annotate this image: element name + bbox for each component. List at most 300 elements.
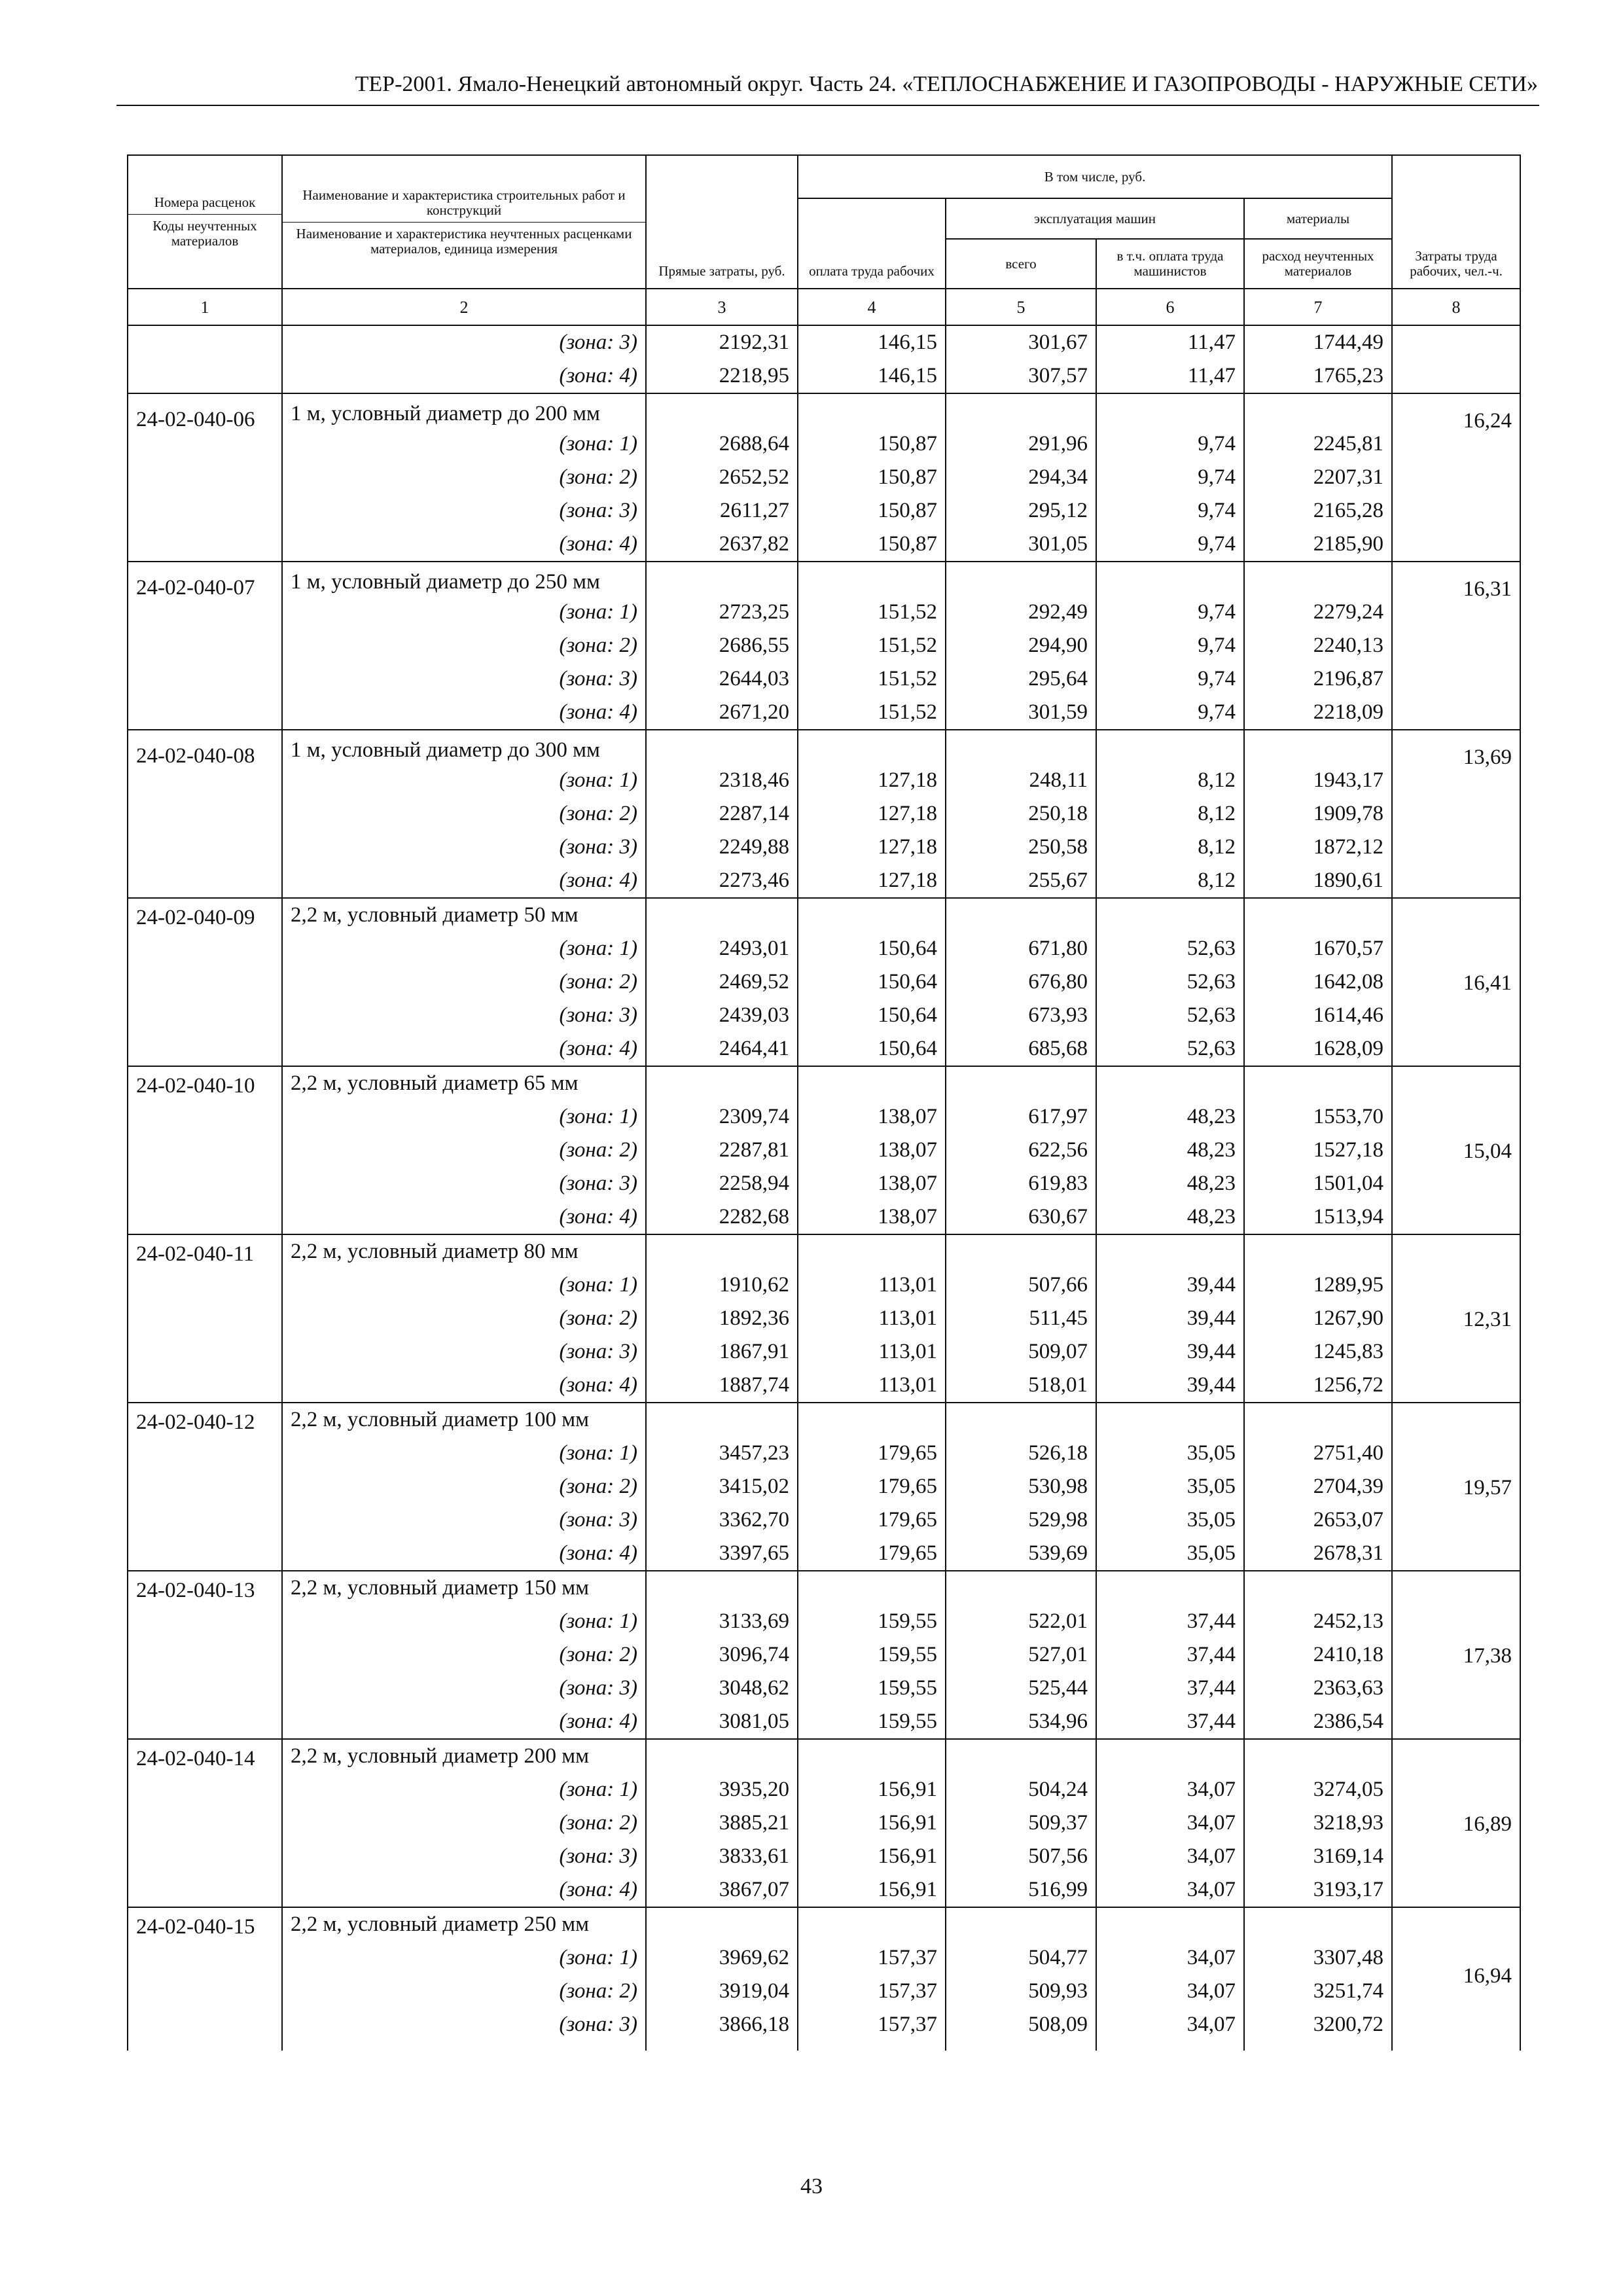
machines-cell: 673,93 — [946, 999, 1096, 1032]
rate-name: 1 м, условный диаметр до 300 мм — [282, 730, 646, 764]
rate-code: 24-02-040-13 — [128, 1571, 282, 1739]
machines-cell: 294,34 — [946, 461, 1096, 494]
operators-cell: 8,12 — [1096, 831, 1244, 864]
rate-code: 24-02-040-10 — [128, 1066, 282, 1234]
machines-cell: 504,24 — [946, 1773, 1096, 1806]
direct-costs-cell: 3457,23 — [646, 1437, 798, 1470]
zone-label: (зона: 1) — [282, 596, 646, 629]
zone-label: (зона: 2) — [282, 1975, 646, 2008]
operators-cell: 9,74 — [1096, 629, 1244, 662]
zone-row — [128, 1806, 1520, 1840]
materials-cell: 1744,49 — [1244, 325, 1392, 359]
operators-cell: 48,23 — [1096, 1167, 1244, 1200]
direct-costs-cell: 2258,94 — [646, 1167, 798, 1200]
zone-row — [128, 1537, 1520, 1571]
direct-costs-cell: 1910,62 — [646, 1268, 798, 1302]
empty-cell — [646, 730, 798, 764]
wages-cell: 150,64 — [798, 965, 946, 999]
zone-row — [128, 1873, 1520, 1907]
rate-code: 24-02-040-15 — [128, 1907, 282, 2041]
zone-row — [128, 1268, 1520, 1302]
labor-cell — [1392, 325, 1520, 359]
column-number: 2 — [282, 289, 646, 325]
materials-cell: 1890,61 — [1244, 864, 1392, 898]
direct-costs-cell: 2309,74 — [646, 1100, 798, 1134]
empty-cell — [946, 1571, 1096, 1605]
materials-cell: 3169,14 — [1244, 1840, 1392, 1873]
operators-cell: 9,74 — [1096, 596, 1244, 629]
rate-code-cell — [128, 359, 282, 393]
wages-cell: 179,65 — [798, 1437, 946, 1470]
direct-costs-cell: 3048,62 — [646, 1672, 798, 1705]
header-machines: эксплуатация машин — [946, 198, 1244, 239]
rate-code: 24-02-040-07 — [128, 562, 282, 730]
materials-cell: 3307,48 — [1244, 1941, 1392, 1975]
empty-cell — [646, 1066, 798, 1100]
operators-cell: 9,74 — [1096, 528, 1244, 562]
direct-costs-cell: 2723,25 — [646, 596, 798, 629]
zone-row — [128, 1100, 1520, 1134]
zone-row — [128, 461, 1520, 494]
header-direct-costs: Прямые затраты, руб. — [646, 155, 798, 289]
rate-code: 24-02-040-09 — [128, 898, 282, 1066]
zone-label: (зона: 1) — [282, 1941, 646, 1975]
materials-cell: 1289,95 — [1244, 1268, 1392, 1302]
operators-cell: 8,12 — [1096, 864, 1244, 898]
wages-cell: 151,52 — [798, 629, 946, 662]
wages-cell: 151,52 — [798, 696, 946, 730]
rate-title-row — [128, 1571, 1520, 1605]
zone-label: (зона: 1) — [282, 764, 646, 797]
rate-name: 2,2 м, условный диаметр 65 мм — [282, 1066, 646, 1100]
zone-row — [128, 1335, 1520, 1369]
materials-cell: 2240,13 — [1244, 629, 1392, 662]
filler-cell — [946, 2041, 1096, 2051]
machines-cell: 307,57 — [946, 359, 1096, 393]
machines-cell: 301,67 — [946, 325, 1096, 359]
empty-cell — [798, 1739, 946, 1773]
materials-cell: 1614,46 — [1244, 999, 1392, 1032]
empty-cell — [1244, 898, 1392, 932]
zone-row — [128, 1672, 1520, 1705]
operators-cell: 11,47 — [1096, 325, 1244, 359]
machines-cell: 622,56 — [946, 1134, 1096, 1167]
labor-cell: 16,89 — [1392, 1739, 1520, 1907]
empty-cell — [798, 898, 946, 932]
zone-label: (зона: 4) — [282, 1200, 646, 1234]
labor-cell: 13,69 — [1392, 730, 1520, 898]
zone-row — [128, 1638, 1520, 1672]
rate-name: 2,2 м, условный диаметр 50 мм — [282, 898, 646, 932]
wages-cell: 150,64 — [798, 1032, 946, 1066]
empty-cell — [798, 393, 946, 427]
wages-cell: 113,01 — [798, 1268, 946, 1302]
operators-cell: 34,07 — [1096, 2008, 1244, 2041]
materials-cell: 2653,07 — [1244, 1503, 1392, 1537]
direct-costs-cell: 2688,64 — [646, 427, 798, 461]
filler-cell — [1244, 2041, 1392, 2051]
empty-cell — [646, 1571, 798, 1605]
machines-cell: 534,96 — [946, 1705, 1096, 1739]
direct-costs-cell: 3969,62 — [646, 1941, 798, 1975]
filler-cell — [282, 2041, 646, 2051]
machines-cell: 294,90 — [946, 629, 1096, 662]
empty-cell — [646, 393, 798, 427]
labor-cell: 17,38 — [1392, 1571, 1520, 1739]
wages-cell: 156,91 — [798, 1773, 946, 1806]
column-number: 4 — [798, 289, 946, 325]
header-code — [128, 155, 282, 289]
operators-cell: 37,44 — [1096, 1705, 1244, 1739]
zone-label: (зона: 3) — [282, 662, 646, 696]
zone-row — [128, 831, 1520, 864]
zone-label: (зона: 3) — [282, 1672, 646, 1705]
zone-row — [128, 662, 1520, 696]
direct-costs-cell: 2249,88 — [646, 831, 798, 864]
operators-cell: 52,63 — [1096, 999, 1244, 1032]
wages-cell: 127,18 — [798, 797, 946, 831]
operators-cell: 39,44 — [1096, 1302, 1244, 1335]
wages-cell: 138,07 — [798, 1167, 946, 1200]
header-labor: Затраты труда рабочих, чел.-ч. — [1392, 155, 1520, 289]
materials-cell: 1628,09 — [1244, 1032, 1392, 1066]
empty-cell — [798, 1907, 946, 1941]
labor-cell: 16,31 — [1392, 562, 1520, 730]
rate-name: 1 м, условный диаметр до 250 мм — [282, 562, 646, 596]
zone-row — [128, 999, 1520, 1032]
zone-label: (зона: 3) — [282, 1503, 646, 1537]
header-including: В том числе, руб. — [798, 155, 1392, 198]
header-name — [282, 155, 646, 289]
machines-cell: 292,49 — [946, 596, 1096, 629]
wages-cell: 156,91 — [798, 1840, 946, 1873]
price-table — [127, 154, 1521, 2051]
rate-name: 2,2 м, условный диаметр 80 мм — [282, 1234, 646, 1268]
direct-costs-cell: 3919,04 — [646, 1975, 798, 2008]
materials-cell: 1267,90 — [1244, 1302, 1392, 1335]
wages-cell: 159,55 — [798, 1705, 946, 1739]
machines-cell: 522,01 — [946, 1605, 1096, 1638]
zone-row — [128, 494, 1520, 528]
page-number: 43 — [800, 2174, 823, 2198]
zone-row — [128, 1200, 1520, 1234]
zone-row — [128, 1437, 1520, 1470]
direct-costs-cell: 2439,03 — [646, 999, 798, 1032]
rate-code: 24-02-040-11 — [128, 1234, 282, 1403]
zone-label: (зона: 4) — [282, 1369, 646, 1403]
direct-costs-cell: 3096,74 — [646, 1638, 798, 1672]
header-materials-use: расход неучтенных материалов — [1244, 239, 1392, 289]
direct-costs-cell: 2282,68 — [646, 1200, 798, 1234]
machines-cell: 295,64 — [946, 662, 1096, 696]
materials-cell: 2386,54 — [1244, 1705, 1392, 1739]
materials-cell: 1245,83 — [1244, 1335, 1392, 1369]
direct-costs-cell: 2611,27 — [646, 494, 798, 528]
zone-row — [128, 1032, 1520, 1066]
operators-cell: 34,07 — [1096, 1975, 1244, 2008]
running-head: ТЕР-2001. Ямало-Ненецкий автономный округ. Часть 24. «ТЕПЛОСНАБЖЕНИЕ И ГАЗОПРОВОДЫ - НАРУЖНЫЕ СЕТИ» — [355, 72, 1538, 96]
rate-title-row — [128, 1907, 1520, 1941]
empty-cell — [1096, 393, 1244, 427]
wages-cell: 157,37 — [798, 1941, 946, 1975]
header-materials: материалы — [1244, 198, 1392, 239]
column-number: 6 — [1096, 289, 1244, 325]
direct-costs-cell: 2464,41 — [646, 1032, 798, 1066]
direct-costs-cell: 3081,05 — [646, 1705, 798, 1739]
operators-cell: 9,74 — [1096, 494, 1244, 528]
machines-cell: 250,58 — [946, 831, 1096, 864]
direct-costs-cell: 2287,14 — [646, 797, 798, 831]
column-number: 1 — [128, 289, 282, 325]
zone-label: (зона: 4) — [282, 696, 646, 730]
header-code-top: Номера расценок — [154, 194, 256, 210]
operators-cell: 9,74 — [1096, 461, 1244, 494]
machines-cell: 508,09 — [946, 2008, 1096, 2041]
zone-label: (зона: 3) — [282, 1167, 646, 1200]
empty-cell — [646, 1907, 798, 1941]
machines-cell: 301,05 — [946, 528, 1096, 562]
direct-costs-cell: 2469,52 — [646, 965, 798, 999]
machines-cell: 291,96 — [946, 427, 1096, 461]
rate-code: 24-02-040-06 — [128, 393, 282, 562]
direct-costs-cell: 3415,02 — [646, 1470, 798, 1503]
operators-cell: 9,74 — [1096, 662, 1244, 696]
zone-row — [128, 325, 1520, 359]
materials-cell: 1872,12 — [1244, 831, 1392, 864]
zone-label: (зона: 2) — [282, 1470, 646, 1503]
wages-cell: 113,01 — [798, 1369, 946, 1403]
wages-cell: 159,55 — [798, 1638, 946, 1672]
empty-cell — [1096, 898, 1244, 932]
operators-cell: 52,63 — [1096, 932, 1244, 965]
rate-code: 24-02-040-14 — [128, 1739, 282, 1907]
materials-cell: 3218,93 — [1244, 1806, 1392, 1840]
direct-costs-cell: 1892,36 — [646, 1302, 798, 1335]
column-numbers-row — [128, 289, 1520, 325]
materials-cell: 2218,09 — [1244, 696, 1392, 730]
direct-costs-cell: 2493,01 — [646, 932, 798, 965]
machines-cell: 255,67 — [946, 864, 1096, 898]
empty-cell — [646, 1403, 798, 1437]
materials-cell: 2207,31 — [1244, 461, 1392, 494]
materials-cell: 3200,72 — [1244, 2008, 1392, 2041]
empty-cell — [1244, 1571, 1392, 1605]
machines-cell: 511,45 — [946, 1302, 1096, 1335]
zone-label: (зона: 3) — [282, 494, 646, 528]
machines-cell: 630,67 — [946, 1200, 1096, 1234]
empty-cell — [1096, 1571, 1244, 1605]
materials-cell: 3274,05 — [1244, 1773, 1392, 1806]
wages-cell: 150,64 — [798, 999, 946, 1032]
operators-cell: 34,07 — [1096, 1941, 1244, 1975]
operators-cell: 48,23 — [1096, 1100, 1244, 1134]
machines-cell: 516,99 — [946, 1873, 1096, 1907]
header-operators: в т.ч. оплата труда машинистов — [1096, 239, 1244, 289]
empty-cell — [1244, 730, 1392, 764]
materials-cell: 2165,28 — [1244, 494, 1392, 528]
zone-label: (зона: 1) — [282, 932, 646, 965]
machines-cell: 685,68 — [946, 1032, 1096, 1066]
zone-row — [128, 965, 1520, 999]
empty-cell — [1244, 562, 1392, 596]
operators-cell: 35,05 — [1096, 1537, 1244, 1571]
labor-cell: 16,41 — [1392, 898, 1520, 1066]
operators-cell: 37,44 — [1096, 1672, 1244, 1705]
rate-name: 2,2 м, условный диаметр 100 мм — [282, 1403, 646, 1437]
empty-cell — [646, 898, 798, 932]
machines-cell: 507,56 — [946, 1840, 1096, 1873]
empty-cell — [946, 1907, 1096, 1941]
direct-costs-cell: 2637,82 — [646, 528, 798, 562]
materials-cell: 2452,13 — [1244, 1605, 1392, 1638]
empty-cell — [798, 1403, 946, 1437]
machines-cell: 518,01 — [946, 1369, 1096, 1403]
direct-costs-cell: 1867,91 — [646, 1335, 798, 1369]
zone-row — [128, 932, 1520, 965]
materials-cell: 2185,90 — [1244, 528, 1392, 562]
wages-cell: 138,07 — [798, 1100, 946, 1134]
direct-costs-cell: 3866,18 — [646, 2008, 798, 2041]
header-rule — [116, 105, 1539, 106]
zone-label: (зона: 2) — [282, 1302, 646, 1335]
rate-name: 2,2 м, условный диаметр 250 мм — [282, 1907, 646, 1941]
header-name-bottom: Наименование и характеристика неучтенных расценками материалов, единица измерения — [283, 222, 645, 257]
machines-cell: 526,18 — [946, 1437, 1096, 1470]
machines-cell: 676,80 — [946, 965, 1096, 999]
direct-costs-cell: 2644,03 — [646, 662, 798, 696]
empty-cell — [946, 1066, 1096, 1100]
wages-cell: 157,37 — [798, 2008, 946, 2041]
labor-cell: 16,24 — [1392, 393, 1520, 562]
zone-label: (зона: 3) — [282, 999, 646, 1032]
zone-label: (зона: 2) — [282, 1806, 646, 1840]
zone-label: (зона: 4) — [282, 1537, 646, 1571]
direct-costs-cell: 3833,61 — [646, 1840, 798, 1873]
empty-cell — [946, 898, 1096, 932]
wages-cell: 127,18 — [798, 831, 946, 864]
zone-row — [128, 629, 1520, 662]
rate-name: 2,2 м, условный диаметр 200 мм — [282, 1739, 646, 1773]
materials-cell: 1765,23 — [1244, 359, 1392, 393]
machines-cell: 619,83 — [946, 1167, 1096, 1200]
wages-cell: 138,07 — [798, 1200, 946, 1234]
wages-cell: 179,65 — [798, 1537, 946, 1571]
zone-label: (зона: 3) — [282, 831, 646, 864]
zone-row — [128, 1167, 1520, 1200]
machines-cell: 509,37 — [946, 1806, 1096, 1840]
header-wages: оплата труда рабочих — [798, 198, 946, 289]
zone-row — [128, 528, 1520, 562]
machines-cell: 509,93 — [946, 1975, 1096, 2008]
zone-label: (зона: 3) — [282, 2008, 646, 2041]
materials-cell: 1527,18 — [1244, 1134, 1392, 1167]
machines-cell: 539,69 — [946, 1537, 1096, 1571]
direct-costs-cell: 2671,20 — [646, 696, 798, 730]
empty-cell — [1096, 1907, 1244, 1941]
zone-label: (зона: 3) — [282, 325, 646, 359]
zone-row — [128, 1840, 1520, 1873]
zone-row — [128, 696, 1520, 730]
rate-title-row — [128, 1066, 1520, 1100]
empty-cell — [1244, 1066, 1392, 1100]
operators-cell: 37,44 — [1096, 1638, 1244, 1672]
wages-cell: 127,18 — [798, 864, 946, 898]
zone-row — [128, 427, 1520, 461]
materials-cell: 2751,40 — [1244, 1437, 1392, 1470]
wages-cell: 113,01 — [798, 1302, 946, 1335]
rate-name: 1 м, условный диаметр до 200 мм — [282, 393, 646, 427]
operators-cell: 8,12 — [1096, 764, 1244, 797]
operators-cell: 48,23 — [1096, 1200, 1244, 1234]
wages-cell: 150,87 — [798, 494, 946, 528]
zone-row — [128, 1470, 1520, 1503]
materials-cell: 1943,17 — [1244, 764, 1392, 797]
zone-row — [128, 1302, 1520, 1335]
zone-label: (зона: 2) — [282, 797, 646, 831]
table-body — [128, 325, 1520, 2051]
operators-cell: 39,44 — [1096, 1268, 1244, 1302]
materials-cell: 1501,04 — [1244, 1167, 1392, 1200]
labor-cell: 12,31 — [1392, 1234, 1520, 1403]
direct-costs-cell: 2218,95 — [646, 359, 798, 393]
machines-cell: 525,44 — [946, 1672, 1096, 1705]
machines-cell: 301,59 — [946, 696, 1096, 730]
empty-cell — [1244, 1907, 1392, 1941]
filler-row — [128, 2041, 1520, 2051]
column-number: 5 — [946, 289, 1096, 325]
operators-cell: 35,05 — [1096, 1470, 1244, 1503]
empty-cell — [798, 1234, 946, 1268]
operators-cell: 48,23 — [1096, 1134, 1244, 1167]
direct-costs-cell: 3397,65 — [646, 1537, 798, 1571]
zone-label: (зона: 4) — [282, 864, 646, 898]
column-number: 8 — [1392, 289, 1520, 325]
materials-cell: 3251,74 — [1244, 1975, 1392, 2008]
rate-title-row — [128, 730, 1520, 764]
empty-cell — [1244, 393, 1392, 427]
wages-cell: 159,55 — [798, 1672, 946, 1705]
operators-cell: 34,07 — [1096, 1840, 1244, 1873]
operators-cell: 34,07 — [1096, 1806, 1244, 1840]
empty-cell — [798, 730, 946, 764]
zone-label: (зона: 2) — [282, 965, 646, 999]
materials-cell: 1670,57 — [1244, 932, 1392, 965]
empty-cell — [946, 393, 1096, 427]
zone-label: (зона: 4) — [282, 1705, 646, 1739]
zone-label: (зона: 1) — [282, 1437, 646, 1470]
zone-row — [128, 1705, 1520, 1739]
rate-title-row — [128, 1739, 1520, 1773]
zone-label: (зона: 4) — [282, 1032, 646, 1066]
rate-title-row — [128, 898, 1520, 932]
wages-cell: 159,55 — [798, 1605, 946, 1638]
zone-label: (зона: 4) — [282, 359, 646, 393]
operators-cell: 52,63 — [1096, 1032, 1244, 1066]
empty-cell — [798, 562, 946, 596]
wages-cell: 151,52 — [798, 662, 946, 696]
materials-cell: 1642,08 — [1244, 965, 1392, 999]
zone-label: (зона: 1) — [282, 1605, 646, 1638]
empty-cell — [1096, 1234, 1244, 1268]
operators-cell: 34,07 — [1096, 1873, 1244, 1907]
direct-costs-cell: 3935,20 — [646, 1773, 798, 1806]
zone-label: (зона: 1) — [282, 427, 646, 461]
direct-costs-cell: 3362,70 — [646, 1503, 798, 1537]
operators-cell: 35,05 — [1096, 1503, 1244, 1537]
wages-cell: 113,01 — [798, 1335, 946, 1369]
rate-code-cell — [128, 325, 282, 359]
machines-cell: 509,07 — [946, 1335, 1096, 1369]
